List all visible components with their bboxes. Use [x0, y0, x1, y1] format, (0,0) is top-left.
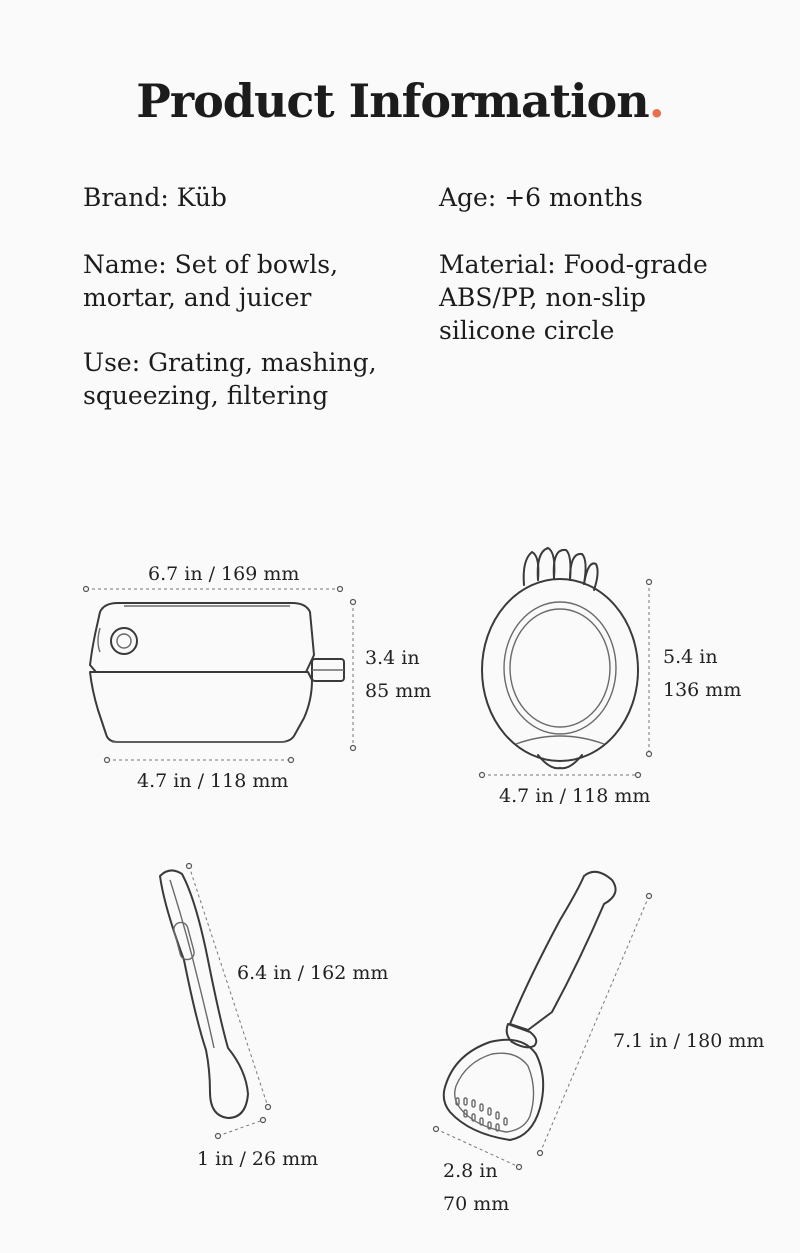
spec-material-line1: Material: Food-grade: [439, 250, 708, 279]
title-text: Product Information: [136, 74, 649, 128]
bowl-height-in-label: 3.4 in: [365, 647, 420, 669]
masher-width-mm-label: 70 mm: [443, 1193, 510, 1215]
juicer-drawing: [482, 548, 638, 768]
spec-age: Age: +6 months: [439, 183, 643, 212]
spec-material-line2: ABS/PP, non-slip: [439, 283, 646, 312]
spoon-width-label: 1 in / 26 mm: [197, 1148, 319, 1170]
spoon-dimension-lines: [187, 864, 271, 1139]
masher-width-in-label: 2.8 in: [443, 1160, 498, 1182]
masher-drawing: [444, 872, 616, 1140]
masher-length-label: 7.1 in / 180 mm: [613, 1030, 765, 1052]
spec-material-line3: silicone circle: [439, 316, 615, 345]
spec-name-line2: mortar, and juicer: [83, 283, 312, 312]
bowl-dimension-lines: [84, 587, 356, 763]
bowl-width-top-label: 6.7 in / 169 mm: [148, 563, 300, 585]
spoon-drawing: [160, 870, 248, 1118]
spec-use-line2: squeezing, filtering: [83, 381, 329, 410]
title-dot: .: [648, 74, 664, 128]
bowl-width-bottom-label: 4.7 in / 118 mm: [137, 770, 289, 792]
juicer-height-in-label: 5.4 in: [663, 646, 718, 668]
juicer-height-mm-label: 136 mm: [663, 679, 742, 701]
spoon-length-label: 6.4 in / 162 mm: [237, 962, 389, 984]
spec-use-line1: Use: Grating, mashing,: [83, 348, 377, 377]
bowl-drawing: [90, 603, 344, 742]
spec-name-line1: Name: Set of bowls,: [83, 250, 339, 279]
spec-brand: Brand: Küb: [83, 183, 227, 212]
juicer-width-label: 4.7 in / 118 mm: [499, 785, 651, 807]
bowl-height-mm-label: 85 mm: [365, 680, 432, 702]
